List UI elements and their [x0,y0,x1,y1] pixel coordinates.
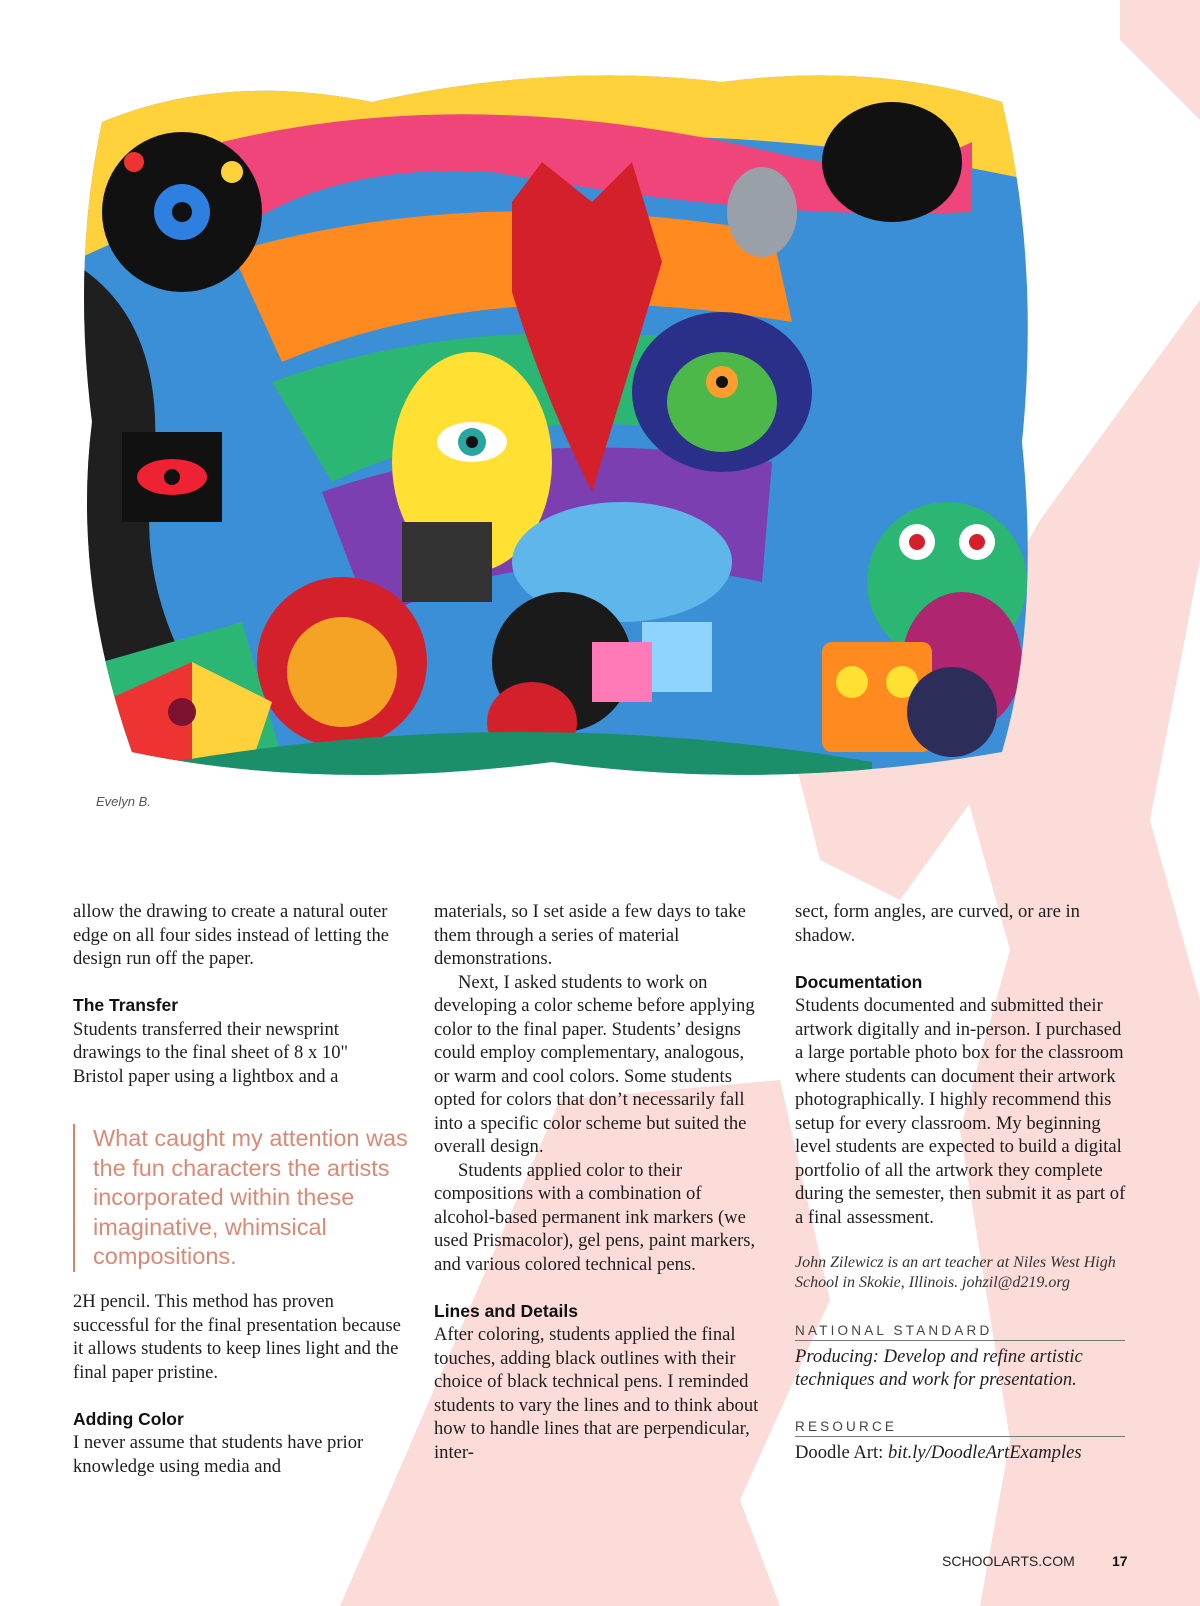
body-paragraph: Students documented and submitted their artwork digitally and in-person. I purchased a large portable photo box for the classroom where students can document their artwork photographically. I highly recommend this setup for every classroom. My beginning level students are expected to build a digital portfolio of all the artwork they complete during the semester, then submit it as part of a final assessment. [795,995,1126,1228]
column-1-continued [73,1290,403,1478]
body-paragraph: I never assume that students have prior knowledge using media and [73,1432,364,1477]
footer-site-name: SCHOOLARTS.COM [942,1553,1075,1569]
author-bio: John Zilewicz is an art teacher at Niles West High School in Skokie, Illinois. johzil@d219.org [795,1254,1116,1291]
national-standard-text: Producing: Develop and refine artistic techniques and work for presentation. [795,1346,1083,1390]
resource-text [795,1441,1130,1464]
body-paragraph: Students transferred their newsprint drawings to the final sheet of 8 x 10" Bristol paper using a lightbox and a [73,1018,349,1087]
body-paragraph: Next, I asked students to work on developing a color scheme before applying color to the final paper. Students’ designs could employ complementary, analogous, or warm and cool colors. Some students opted for colors that don’t necessarily fall into a specific color scheme but suited the overall design. [434,971,755,1157]
body-paragraph: After coloring, students applied the final touches, adding black outlines with their choice of black technical pens. I reminded students to vary the lines and to think about how to handle lines that are perpendicular, inter- [434,1324,759,1463]
resource-link[interactable]: bit.ly/DoodleArtExamples [887,1442,1082,1463]
body-paragraph: allow the drawing to create a natural outer edge on all four sides instead of letting the design run off the paper. [73,901,390,969]
artwork-caption: Evelyn B. [96,794,151,809]
body-paragraph: Students applied color to their compositions with a combination of alcohol-based permanent ink markers (we used Prismacolor), gel pens, paint markers, and various colored technical pens. [434,1159,756,1275]
doodle-artwork-image [72,62,1040,792]
body-paragraph: 2H pencil. This method has proven successful for the final presentation because it allows students to keep lines light and the final paper pristine. [73,1291,401,1383]
resource-label: RESOURCE [795,1419,1125,1437]
section-heading-lines-details: Lines and Details [434,1300,578,1321]
national-standard-label: NATIONAL STANDARD [795,1323,1125,1341]
body-paragraph: materials, so I set aside a few days to take them through a series of material demonstrations. [434,901,746,969]
column-2 [434,900,764,1464]
column-3 [795,900,1130,1464]
body-paragraph: sect, form angles, are curved, or are in shadow. [795,901,1080,946]
resource-prefix: Doodle Art: [795,1442,888,1463]
column-1 [73,900,403,1088]
section-heading-documentation: Documentation [795,971,923,992]
pull-quote: What caught my attention was the fun characters the artists incorporated within these imaginative, whimsical compositions. [73,1124,413,1272]
section-heading-adding-color: Adding Color [73,1408,184,1429]
page-number: 17 [1112,1553,1128,1569]
section-heading-transfer: The Transfer [73,995,179,1015]
